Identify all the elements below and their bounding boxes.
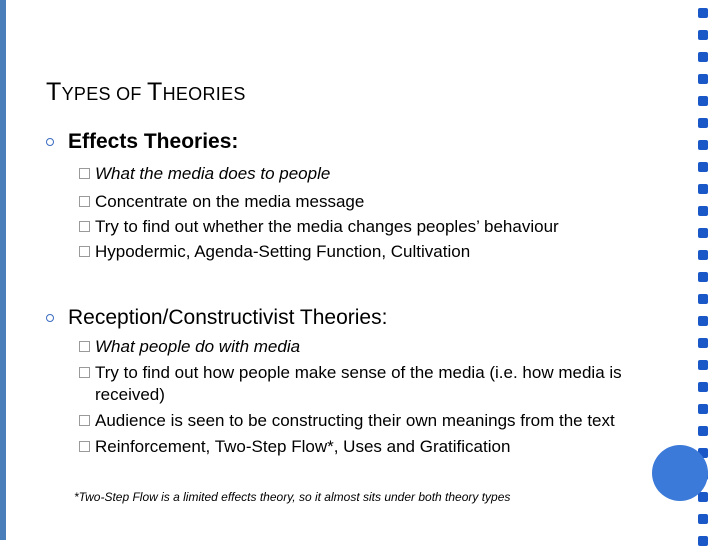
checkbox-bullet-icon: [79, 367, 90, 378]
footnote: *Two-Step Flow is a limited effects theory, so it almost sits under both theory types: [74, 490, 511, 504]
rail-square-icon: [698, 52, 708, 62]
rail-square-icon: [698, 492, 708, 502]
rail-square-icon: [698, 294, 708, 304]
rail-square-icon: [698, 316, 708, 326]
list-item: [46, 410, 715, 432]
item-text: Concentrate on the media message: [95, 192, 365, 211]
rail-square-icon: [698, 118, 708, 128]
item-text: What people do with media: [95, 337, 301, 356]
rail-square-icon: [698, 536, 708, 546]
checkbox-bullet-icon: [79, 196, 90, 207]
title-part-1: YPES OF: [61, 84, 147, 104]
rail-square-icon: [698, 30, 708, 40]
title-part-2: HEORIES: [162, 84, 246, 104]
list-item: [46, 163, 715, 185]
effects-list: [46, 163, 715, 263]
checkbox-bullet-icon: [79, 246, 90, 257]
section-reception: [46, 306, 622, 456]
section-effects: [46, 130, 559, 261]
rail-square-icon: [698, 514, 708, 524]
rail-square-icon: [698, 8, 708, 18]
list-item: [46, 436, 715, 458]
checkbox-bullet-icon: [79, 441, 90, 452]
item-text: Try to find out how people make sense of the media (i.e. how media is received): [95, 363, 622, 404]
item-text: Try to find out whether the media changes peoples’ behaviour: [95, 217, 559, 236]
rail-square-icon: [698, 74, 708, 84]
title-initial-1: T: [46, 78, 62, 106]
list-item: [46, 216, 715, 238]
list-item: [46, 362, 715, 406]
section-heading-row: [46, 130, 238, 154]
reception-list: [46, 336, 715, 458]
section-heading-row: [46, 306, 387, 330]
checkbox-bullet-icon: [79, 415, 90, 426]
item-text: Hypodermic, Agenda-Setting Function, Cultivation: [95, 242, 471, 261]
ring-bullet-icon: [46, 314, 54, 322]
item-text: What the media does to people: [95, 164, 331, 183]
ring-bullet-icon: [46, 138, 54, 146]
left-accent-bar: [0, 0, 6, 540]
item-text: Audience is seen to be constructing their own meanings from the text: [95, 411, 615, 430]
list-item: [46, 241, 715, 263]
rail-square-icon: [698, 272, 708, 282]
section-heading: Reception/Constructivist Theories:: [68, 306, 388, 329]
item-text: Reinforcement, Two-Step Flow*, Uses and Gratification: [95, 437, 511, 456]
list-item: [46, 336, 715, 358]
slide-title: [46, 78, 246, 107]
checkbox-bullet-icon: [79, 221, 90, 232]
checkbox-bullet-icon: [79, 341, 90, 352]
rail-square-icon: [698, 140, 708, 150]
title-initial-2: T: [147, 78, 163, 106]
list-item: [46, 191, 715, 213]
checkbox-bullet-icon: [79, 168, 90, 179]
section-heading: Effects Theories:: [68, 130, 239, 153]
rail-square-icon: [698, 96, 708, 106]
